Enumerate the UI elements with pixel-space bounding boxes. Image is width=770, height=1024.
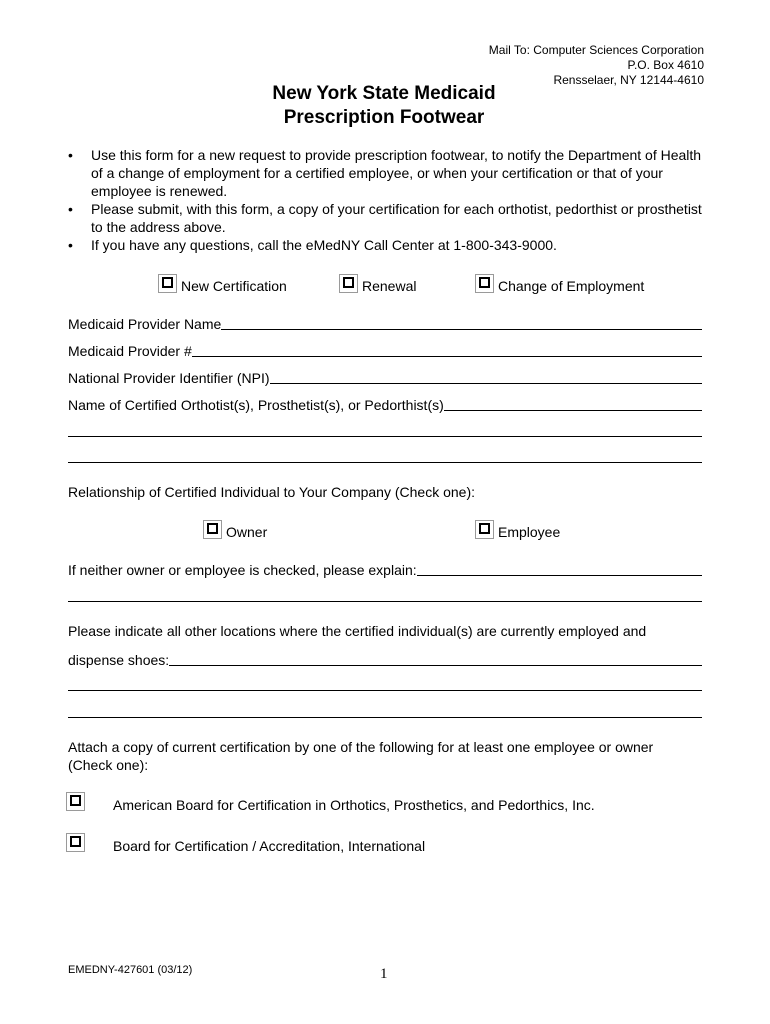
explain-extra-line[interactable] bbox=[68, 601, 702, 602]
boc-certification-checkbox[interactable] bbox=[66, 833, 85, 852]
npi-label: National Provider Identifier (NPI) bbox=[68, 370, 270, 386]
npi-input-line[interactable] bbox=[270, 382, 702, 384]
npi-field[interactable] bbox=[68, 367, 702, 387]
title-line1: New York State Medicaid bbox=[272, 83, 496, 104]
provider-number-input-line[interactable] bbox=[192, 355, 702, 357]
provider-name-input-line[interactable] bbox=[221, 328, 702, 330]
bullet-symbol: • bbox=[68, 237, 73, 253]
title-line2: Prescription Footwear bbox=[283, 107, 485, 128]
mail-to-line2: P.O. Box 4610 bbox=[627, 58, 704, 72]
mail-to-line3: Rensselaer, NY 12144-4610 bbox=[553, 73, 704, 87]
renewal-checkbox[interactable] bbox=[339, 274, 358, 293]
instruction-item bbox=[68, 236, 708, 254]
change-of-employment-label: Change of Employment bbox=[498, 278, 645, 294]
employee-checkbox[interactable] bbox=[475, 520, 494, 539]
certified-names-input-line[interactable] bbox=[444, 409, 702, 411]
certified-names-extra-line[interactable] bbox=[68, 462, 702, 463]
locations-field[interactable] bbox=[68, 649, 702, 669]
provider-name-field[interactable] bbox=[68, 313, 702, 333]
explain-label: If neither owner or employee is checked, please explain: bbox=[68, 562, 417, 578]
new-certification-checkbox[interactable] bbox=[158, 274, 177, 293]
owner-label: Owner bbox=[226, 524, 268, 540]
form-id: EMEDNY-427601 (03/12) bbox=[68, 964, 193, 976]
locations-extra-line[interactable] bbox=[68, 717, 702, 718]
certified-names-label: Name of Certified Orthotist(s), Prosthetist(s), or Pedorthist(s) bbox=[68, 397, 444, 413]
renewal-label: Renewal bbox=[362, 278, 417, 294]
provider-number-label: Medicaid Provider # bbox=[68, 343, 192, 359]
mail-to-line1: Mail To: Computer Sciences Corporation bbox=[488, 43, 704, 57]
instruction-item bbox=[68, 200, 708, 236]
instruction-text: If you have any questions, call the eMedNY Call Center at 1-800-343-9000. bbox=[91, 237, 557, 253]
form-title bbox=[0, 82, 770, 130]
instruction-text: Please submit, with this form, a copy of your certification for each orthotist, pedorthist or prosthetist to the address above. bbox=[91, 201, 702, 235]
bullet-symbol: • bbox=[68, 201, 73, 217]
explain-input-line[interactable] bbox=[417, 574, 702, 576]
certification-instruction-line2: (Check one): bbox=[68, 757, 149, 773]
bullet-symbol: • bbox=[68, 147, 73, 163]
change-of-employment-checkbox[interactable] bbox=[475, 274, 494, 293]
instruction-text: Use this form for a new request to provide prescription footwear, to notify the Department of Health of a change of employment for a certified employee, or when your certification or that of your employee is renewed. bbox=[91, 147, 702, 199]
locations-extra-line[interactable] bbox=[68, 690, 702, 691]
instructions-list bbox=[68, 146, 708, 254]
abc-certification-label: American Board for Certification in Orthotics, Prosthetics, and Pedorthics, Inc. bbox=[113, 797, 595, 813]
certification-instruction-line1: Attach a copy of current certification by one of the following for at least one employee or owner bbox=[68, 739, 654, 755]
certified-names-field[interactable] bbox=[68, 394, 702, 414]
provider-name-label: Medicaid Provider Name bbox=[68, 316, 222, 332]
locations-question: Please indicate all other locations where the certified individual(s) are currently employed and bbox=[68, 623, 647, 639]
locations-label: dispense shoes: bbox=[68, 652, 170, 668]
new-certification-label: New Certification bbox=[181, 278, 287, 294]
boc-certification-label: Board for Certification / Accreditation, International bbox=[113, 838, 426, 854]
provider-number-field[interactable] bbox=[68, 340, 702, 360]
relationship-question: Relationship of Certified Individual to Your Company (Check one): bbox=[68, 484, 476, 500]
instruction-item bbox=[68, 146, 708, 200]
locations-input-line[interactable] bbox=[169, 664, 702, 666]
owner-checkbox[interactable] bbox=[203, 520, 222, 539]
certified-names-extra-line[interactable] bbox=[68, 436, 702, 437]
explain-field[interactable] bbox=[68, 559, 702, 579]
abc-certification-checkbox[interactable] bbox=[66, 792, 85, 811]
page-number: 1 bbox=[380, 966, 388, 982]
employee-label: Employee bbox=[498, 524, 561, 540]
